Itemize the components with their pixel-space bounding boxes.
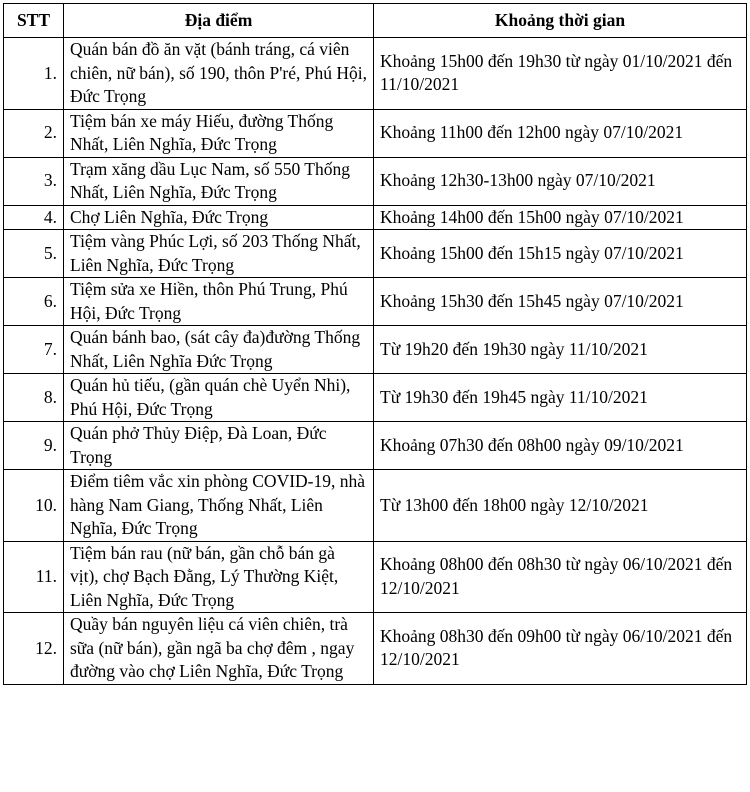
row-number: 1. bbox=[4, 38, 64, 110]
row-number: 10. bbox=[4, 470, 64, 542]
table-row bbox=[4, 109, 747, 157]
time-cell: Khoảng 15h00 đến 19h30 từ ngày 01/10/2021 đến 11/10/2021 bbox=[374, 38, 747, 110]
row-number: 9. bbox=[4, 422, 64, 470]
time-cell: Khoảng 08h30 đến 09h00 từ ngày 06/10/2021 đến 12/10/2021 bbox=[374, 613, 747, 685]
location-cell: Quầy bán nguyên liệu cá viên chiên, trà sữa (nữ bán), gần ngã ba chợ đêm , ngay đường vào chợ Liên Nghĩa, Đức Trọng bbox=[64, 613, 374, 685]
location-cell: Chợ Liên Nghĩa, Đức Trọng bbox=[64, 205, 374, 230]
row-number: 2. bbox=[4, 109, 64, 157]
location-cell: Quán phở Thủy Điệp, Đà Loan, Đức Trọng bbox=[64, 422, 374, 470]
table-row bbox=[4, 205, 747, 230]
header-location: Địa điểm bbox=[64, 4, 374, 38]
location-cell: Tiệm bán rau (nữ bán, gần chỗ bán gà vịt), chợ Bạch Đằng, Lý Thường Kiệt, Liên Nghĩa, Đức Trọng bbox=[64, 541, 374, 613]
row-number: 12. bbox=[4, 613, 64, 685]
time-cell: Từ 19h20 đến 19h30 ngày 11/10/2021 bbox=[374, 326, 747, 374]
table-row bbox=[4, 470, 747, 542]
header-row bbox=[4, 4, 747, 38]
time-cell: Khoảng 07h30 đến 08h00 ngày 09/10/2021 bbox=[374, 422, 747, 470]
location-cell: Quán hủ tiếu, (gần quán chè Uyển Nhi), Phú Hội, Đức Trọng bbox=[64, 374, 374, 422]
schedule-table bbox=[3, 3, 747, 685]
time-cell: Khoảng 15h00 đến 15h15 ngày 07/10/2021 bbox=[374, 230, 747, 278]
row-number: 4. bbox=[4, 205, 64, 230]
time-cell: Khoảng 08h00 đến 08h30 từ ngày 06/10/2021 đến 12/10/2021 bbox=[374, 541, 747, 613]
row-number: 5. bbox=[4, 230, 64, 278]
time-cell: Khoảng 12h30-13h00 ngày 07/10/2021 bbox=[374, 157, 747, 205]
table-body bbox=[4, 38, 747, 685]
location-cell: Tiệm sửa xe Hiền, thôn Phú Trung, Phú Hội, Đức Trọng bbox=[64, 278, 374, 326]
location-cell: Quán bánh bao, (sát cây đa)đường Thống Nhất, Liên Nghĩa Đức Trọng bbox=[64, 326, 374, 374]
time-cell: Khoảng 11h00 đến 12h00 ngày 07/10/2021 bbox=[374, 109, 747, 157]
table-row bbox=[4, 422, 747, 470]
row-number: 6. bbox=[4, 278, 64, 326]
table-row bbox=[4, 38, 747, 110]
location-cell: Tiệm vàng Phúc Lợi, số 203 Thống Nhất, Liên Nghĩa, Đức Trọng bbox=[64, 230, 374, 278]
row-number: 8. bbox=[4, 374, 64, 422]
time-cell: Từ 13h00 đến 18h00 ngày 12/10/2021 bbox=[374, 470, 747, 542]
location-cell: Điểm tiêm vắc xin phòng COVID-19, nhà hàng Nam Giang, Thống Nhất, Liên Nghĩa, Đức Trọng bbox=[64, 470, 374, 542]
table-row bbox=[4, 157, 747, 205]
header-time: Khoảng thời gian bbox=[374, 4, 747, 38]
table-row bbox=[4, 613, 747, 685]
table-row bbox=[4, 541, 747, 613]
table-row bbox=[4, 230, 747, 278]
location-cell: Trạm xăng dầu Lục Nam, số 550 Thống Nhất, Liên Nghĩa, Đức Trọng bbox=[64, 157, 374, 205]
header-stt: STT bbox=[4, 4, 64, 38]
time-cell: Khoảng 14h00 đến 15h00 ngày 07/10/2021 bbox=[374, 205, 747, 230]
table-row bbox=[4, 326, 747, 374]
table-row bbox=[4, 278, 747, 326]
time-cell: Từ 19h30 đến 19h45 ngày 11/10/2021 bbox=[374, 374, 747, 422]
row-number: 11. bbox=[4, 541, 64, 613]
location-cell: Tiệm bán xe máy Hiếu, đường Thống Nhất, Liên Nghĩa, Đức Trọng bbox=[64, 109, 374, 157]
table-row bbox=[4, 374, 747, 422]
row-number: 3. bbox=[4, 157, 64, 205]
time-cell: Khoảng 15h30 đến 15h45 ngày 07/10/2021 bbox=[374, 278, 747, 326]
row-number: 7. bbox=[4, 326, 64, 374]
location-cell: Quán bán đồ ăn vặt (bánh tráng, cá viên chiên, nữ bán), số 190, thôn P'ré, Phú Hội, Đức Trọng bbox=[64, 38, 374, 110]
